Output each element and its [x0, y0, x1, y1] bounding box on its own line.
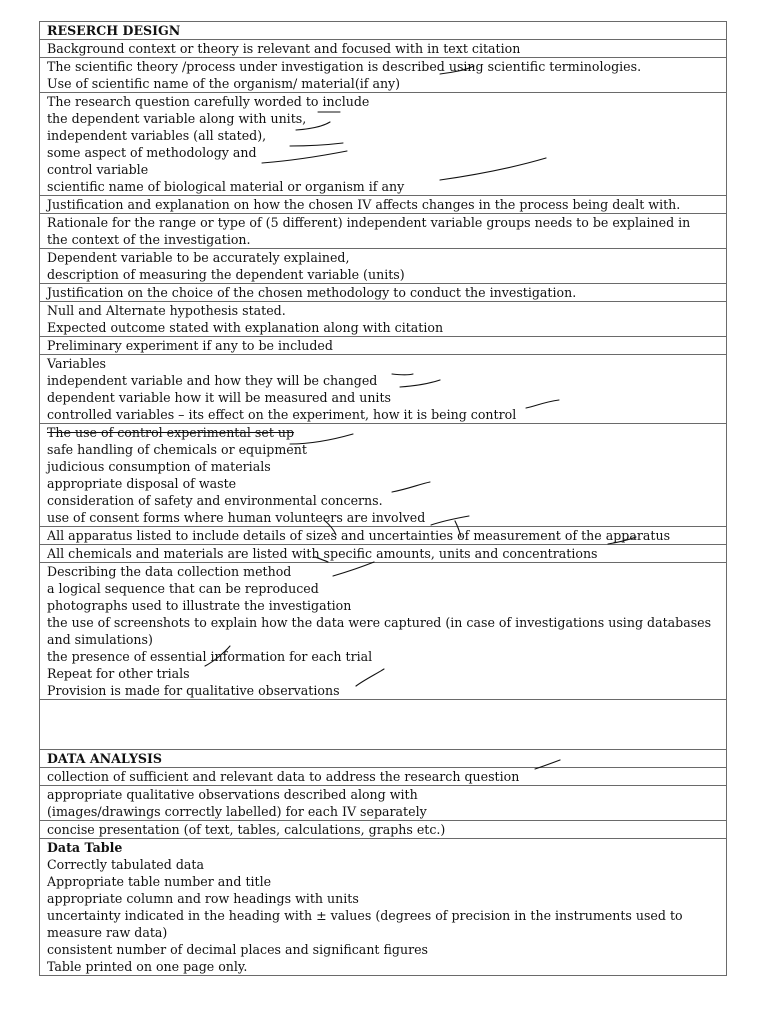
table-row — [40, 355, 727, 424]
criterion-line: Use of scientific name of the organism/ material(if any) — [47, 76, 401, 91]
criterion-line: controlled variables – its effect on the experiment, how it is being control — [47, 407, 517, 422]
criterion-line: consideration of safety and environmental concerns. — [47, 493, 383, 508]
data-table-heading: Data Table — [47, 840, 123, 855]
criterion-line: control variable — [47, 162, 149, 177]
criterion-line: judicious consumption of materials — [47, 459, 271, 474]
criterion-line: Preliminary experiment if any to be included — [47, 338, 333, 353]
empty-row — [40, 700, 727, 750]
criterion-line: Describing the data collection method — [47, 564, 292, 579]
criterion-line: Correctly tabulated data — [47, 857, 204, 872]
criterion-line: appropriate disposal of waste — [47, 476, 237, 491]
criterion-line: scientific name of biological material or organism if any — [47, 179, 405, 194]
criterion-line: and simulations) — [47, 632, 153, 647]
table-row — [40, 839, 727, 976]
criterion-line: Variables — [47, 356, 107, 371]
criterion-line: Null and Alternate hypothesis stated. — [47, 303, 286, 318]
criterion-line: the use of screenshots to explain how the data were captured (in case of investigations using databases — [47, 615, 712, 630]
table-row — [40, 527, 727, 545]
criterion-line: Justification on the choice of the chosen methodology to conduct the investigation. — [47, 285, 577, 300]
criterion-line: Repeat for other trials — [47, 666, 190, 681]
section-heading-row — [40, 750, 727, 768]
criterion-line: The scientific theory /process under investigation is described using scientific terminologies. — [47, 59, 642, 74]
table-row — [40, 196, 727, 214]
table-row — [40, 40, 727, 58]
research-design-heading: RESERCH DESIGN — [47, 23, 181, 38]
table-row — [40, 786, 727, 821]
table-row — [40, 302, 727, 337]
criterion-line: Justification and explanation on how the chosen IV affects changes in the process being dealt with. — [47, 197, 681, 212]
criterion-line: the dependent variable along with units, — [47, 111, 307, 126]
criterion-line: description of measuring the dependent variable (units) — [47, 267, 405, 282]
section-heading-row — [40, 22, 727, 40]
table-row — [40, 214, 727, 249]
criterion-line: some aspect of methodology and — [47, 145, 257, 160]
table-row — [40, 284, 727, 302]
table-row — [40, 337, 727, 355]
criterion-line: Provision is made for qualitative observations — [47, 683, 340, 698]
criterion-line: use of consent forms where human volunteers are involved — [47, 510, 426, 525]
criterion-line: photographs used to illustrate the investigation — [47, 598, 352, 613]
struck-criterion-line: The use of control experimental set up — [47, 425, 295, 440]
criterion-line: All apparatus listed to include details of sizes and uncertainties of measurement of the apparatus — [47, 528, 671, 543]
table-row — [40, 58, 727, 93]
criterion-line: The research question carefully worded to include — [47, 94, 370, 109]
criterion-line: appropriate column and row headings with units — [47, 891, 359, 906]
criterion-line: independent variable and how they will be changed — [47, 373, 378, 388]
criterion-line: dependent variable how it will be measured and units — [47, 390, 391, 405]
criterion-line: Appropriate table number and title — [47, 874, 272, 889]
criterion-line: collection of sufficient and relevant data to address the research question — [47, 769, 520, 784]
table-row — [40, 821, 727, 839]
criterion-line: Background context or theory is relevant and focused with in text citation — [47, 41, 521, 56]
table-row — [40, 545, 727, 563]
criterion-line: uncertainty indicated in the heading with ± values (degrees of precision in the instruments used to — [47, 908, 683, 923]
criterion-line: All chemicals and materials are listed with specific amounts, units and concentrations — [47, 546, 598, 561]
criterion-line: Rationale for the range or type of (5 different) independent variable groups needs to be explained in — [47, 215, 691, 230]
criterion-line: concise presentation (of text, tables, calculations, graphs etc.) — [47, 822, 446, 837]
criterion-line: (images/drawings correctly labelled) for each IV separately — [47, 804, 427, 819]
data-analysis-heading: DATA ANALYSIS — [47, 751, 163, 766]
criterion-line: a logical sequence that can be reproduced — [47, 581, 319, 596]
criterion-line: the context of the investigation. — [47, 232, 251, 247]
criterion-line: Table printed on one page only. — [47, 959, 248, 974]
table-row — [40, 249, 727, 284]
criterion-line: consistent number of decimal places and significant figures — [47, 942, 429, 957]
criterion-line: safe handling of chemicals or equipment — [47, 442, 307, 457]
table-row — [40, 768, 727, 786]
criterion-line: the presence of essential information for each trial — [47, 649, 373, 664]
criterion-line: appropriate qualitative observations described along with — [47, 787, 418, 802]
table-row — [40, 93, 727, 196]
criterion-line: measure raw data) — [47, 925, 168, 940]
table-row — [40, 424, 727, 527]
criterion-line: Expected outcome stated with explanation along with citation — [47, 320, 444, 335]
criterion-line: Dependent variable to be accurately explained, — [47, 250, 350, 265]
rubric-table — [39, 21, 727, 976]
criterion-line: independent variables (all stated), — [47, 128, 267, 143]
table-row — [40, 563, 727, 700]
